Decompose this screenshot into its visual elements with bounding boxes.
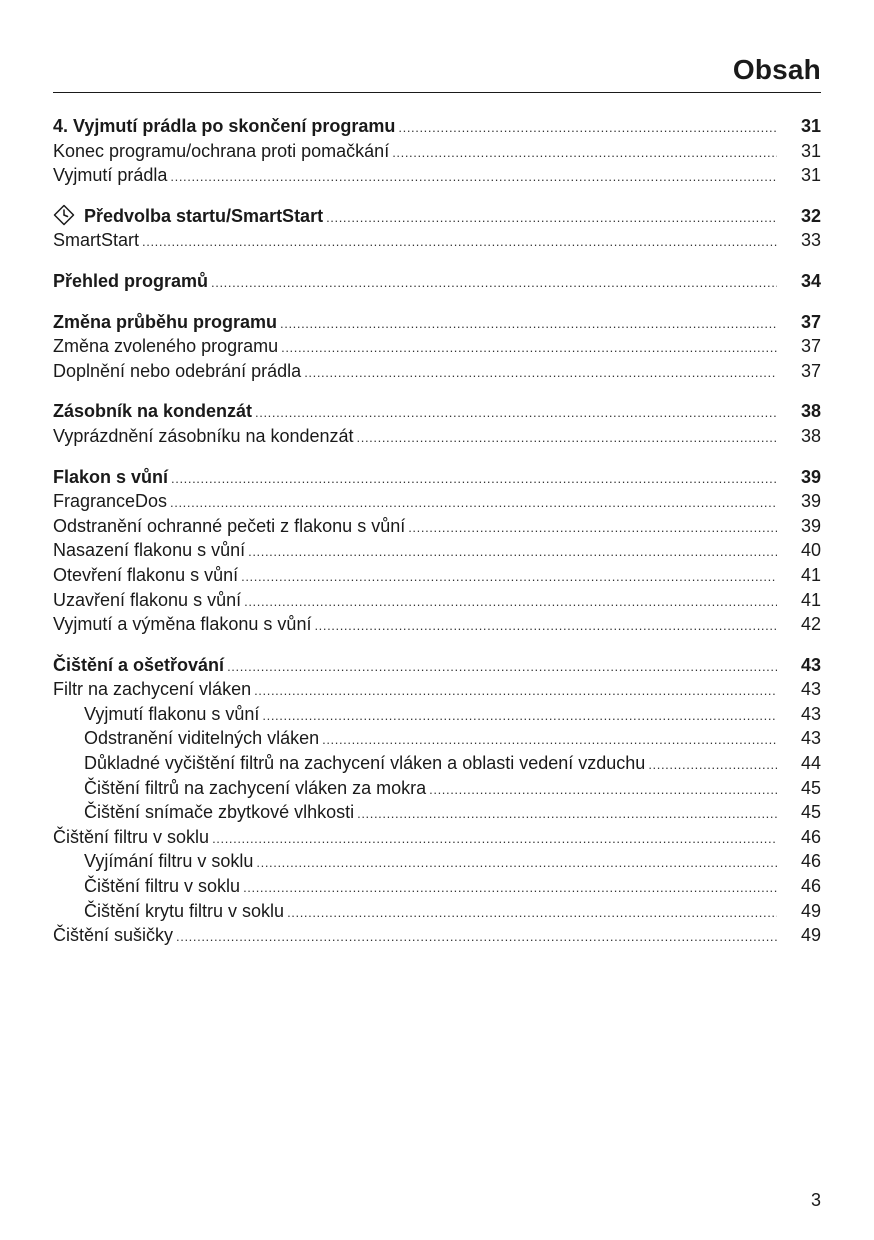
dot-leader [648,751,777,778]
dot-leader [392,139,777,166]
toc-entry-title [53,139,389,164]
dot-leader [255,399,777,426]
toc-item[interactable] [53,563,821,588]
dot-leader [176,923,777,950]
toc-entry-title [53,359,301,384]
toc-entry-title [53,751,645,776]
toc-entry-title [53,612,311,637]
dot-leader [254,677,777,704]
toc-entry-page: 41 [800,564,821,585]
dot-leader [408,514,777,541]
toc-entry-title [53,923,173,948]
toc-entry-page: 34 [800,270,821,291]
toc-entry-label: Změna zvoleného programu [53,336,279,357]
toc-entry-page: 39 [800,515,821,536]
toc-item[interactable] [53,424,821,449]
dot-leader [256,849,777,876]
toc-entry-label: Doplnění nebo odebrání prádla [53,360,302,381]
toc-item[interactable] [53,163,821,188]
toc-entry-label: Otevření flakonu s vůní [53,564,239,585]
toc-entry-page: 46 [800,826,821,847]
toc-entry-page: 32 [800,205,821,226]
toc-entry-page: 49 [800,900,821,921]
toc-entry-title [53,514,405,539]
toc-section [53,269,821,294]
toc-entry-title [53,800,354,825]
toc-entry-label: SmartStart [53,230,140,251]
toc-entry-label: Předvolba startu/SmartStart [84,205,324,226]
toc-section [53,465,821,637]
toc-entry-title [53,310,277,335]
dot-leader [280,310,777,337]
toc-entry-label: Vyjmutí prádla [53,165,168,186]
toc-section-heading[interactable] [53,465,821,490]
toc-entry-title [53,726,319,751]
toc-entry-label: Konec programu/ochrana proti pomačkání [53,140,390,161]
toc-item[interactable] [53,874,821,899]
dot-leader [398,114,777,141]
toc-item[interactable] [53,489,821,514]
toc-entry-page: 46 [800,876,821,897]
dot-leader [357,424,777,451]
toc-section-heading[interactable] [53,653,821,678]
dot-leader [211,269,777,296]
dot-leader [248,538,777,565]
toc-item[interactable] [53,538,821,563]
toc-item[interactable] [53,228,821,253]
toc-item[interactable] [53,849,821,874]
page-header [53,50,821,93]
toc-entry-title [53,424,354,449]
toc-entry-label: Odstranění ochranné pečeti z flakonu s vůní [53,515,406,536]
toc-entry-title [53,204,323,229]
toc-section-heading[interactable] [53,204,821,229]
toc-entry-label: Čištění sušičky [53,925,174,946]
toc-item[interactable] [53,776,821,801]
dot-leader [429,776,777,803]
toc-item[interactable] [53,899,821,924]
toc-entry-page: 42 [800,614,821,635]
toc-entry-page: 45 [800,777,821,798]
toc-entry-title [53,269,208,294]
toc-entry-page: 43 [800,703,821,724]
toc-entry-title [53,588,241,613]
toc-entry-title [53,899,284,924]
toc-section [53,653,821,948]
toc-entry-label: Čištění filtru v soklu [53,826,210,847]
toc-entry-label: Důkladné vyčištění filtrů na zachycení vláken a oblasti vedení vzduchu [84,753,646,774]
toc-item[interactable] [53,359,821,384]
toc-entry-title [53,163,167,188]
toc-entry-page: 37 [800,311,821,332]
toc-section [53,399,821,448]
dot-leader [244,588,777,615]
dot-leader [314,612,777,639]
toc-item[interactable] [53,514,821,539]
toc-section-heading[interactable] [53,269,821,294]
toc-entry-title [53,228,139,253]
dot-leader [326,204,777,231]
toc-entry-page: 49 [800,925,821,946]
toc-entry-label: Filtr na zachycení vláken [53,679,252,700]
toc-entry-label: 4. Vyjmutí prádla po skončení programu [53,116,396,136]
toc-entry-page: 40 [800,540,821,561]
toc-entry-label: Čištění snímače zbytkové vlhkosti [84,802,355,823]
toc-section [53,114,821,188]
toc-item[interactable] [53,677,821,702]
toc-entry-title [53,465,168,490]
toc-entry-page: 37 [800,360,821,381]
toc-section-heading[interactable] [53,310,821,335]
toc-entry-label: Čištění filtru v soklu [84,876,241,897]
toc-entry-title [53,489,167,514]
toc-entry-label: Zásobník na kondenzát [53,401,253,422]
toc-entry-title [53,399,252,424]
toc-entry-page: 46 [800,851,821,872]
toc-item[interactable] [53,751,821,776]
toc-entry-title [53,538,245,563]
dot-leader [212,825,777,852]
dot-leader [241,563,777,590]
toc-entry-title [53,563,238,588]
toc-entry-title [53,114,395,139]
toc-entry-page: 33 [800,230,821,251]
toc-item[interactable] [53,588,821,613]
toc-entry-page: 41 [800,589,821,610]
toc-entry-label: Flakon s vůní [53,466,169,487]
dot-leader [227,653,777,680]
toc-entry-label: FragranceDos [53,491,168,512]
toc-item[interactable] [53,334,821,359]
toc-entry-page: 31 [800,140,821,161]
toc-item[interactable] [53,702,821,727]
dot-leader [142,228,777,255]
dot-leader [304,359,777,386]
toc-entry-title [53,677,251,702]
toc-entry-page: 44 [800,753,821,774]
toc-entry-label: Čištění filtrů na zachycení vláken za mokra [84,777,427,798]
toc-entry-title [53,334,278,359]
toc-entry-label: Vyprázdnění zásobníku na kondenzát [53,425,354,446]
toc-entry-label: Vyjmutí a výměna flakonu s vůní [53,614,312,635]
toc-entry-page: 39 [800,466,821,487]
toc-item[interactable] [53,612,821,637]
toc-item[interactable] [53,139,821,164]
dot-leader [287,899,777,926]
toc-entry-title [53,825,209,850]
toc-entry-page: 31 [800,116,821,136]
toc-entry-page: 43 [800,654,821,675]
toc-entry-label: Odstranění viditelných vláken [84,728,320,749]
toc-item[interactable] [53,923,821,948]
toc-item[interactable] [53,726,821,751]
toc-entry-label: Vyjímání filtru v soklu [84,851,254,872]
toc-entry-title [53,702,259,727]
toc-entry-label: Uzavření flakonu s vůní [53,589,242,610]
toc-entry-page: 38 [800,401,821,422]
toc-entry-label: Čištění krytu filtru v soklu [84,900,285,921]
dot-leader [322,726,777,753]
table-of-contents [53,114,821,964]
toc-entry-label: Nasazení flakonu s vůní [53,540,246,561]
toc-entry-title [53,874,240,899]
toc-entry-title [53,653,224,678]
dot-leader [357,800,777,827]
toc-entry-title [53,776,426,801]
toc-entry-page: 43 [800,728,821,749]
toc-section-heading[interactable] [53,399,821,424]
toc-section-heading[interactable] [53,114,821,139]
toc-entry-label: Čištění a ošetřování [53,654,225,675]
toc-entry-page: 39 [800,491,821,512]
toc-entry-page: 43 [800,679,821,700]
dot-leader [170,489,777,516]
toc-item[interactable] [53,825,821,850]
toc-entry-page: 37 [800,336,821,357]
toc-section [53,204,821,253]
toc-entry-label: Vyjmutí flakonu s vůní [84,703,260,724]
page-title: Obsah [732,54,821,85]
dot-leader [262,702,777,729]
dot-leader [243,874,777,901]
toc-entry-page: 38 [800,425,821,446]
timer-icon [53,204,75,226]
page-number: 3 [810,1190,821,1210]
toc-item[interactable] [53,800,821,825]
toc-entry-title [53,849,253,874]
toc-entry-page: 31 [800,165,821,186]
toc-entry-label: Změna průběhu programu [53,311,278,332]
toc-entry-page: 45 [800,802,821,823]
dot-leader [281,334,777,361]
dot-leader [170,163,777,190]
toc-section [53,310,821,384]
toc-entry-label: Přehled programů [53,270,209,291]
dot-leader [171,465,777,492]
